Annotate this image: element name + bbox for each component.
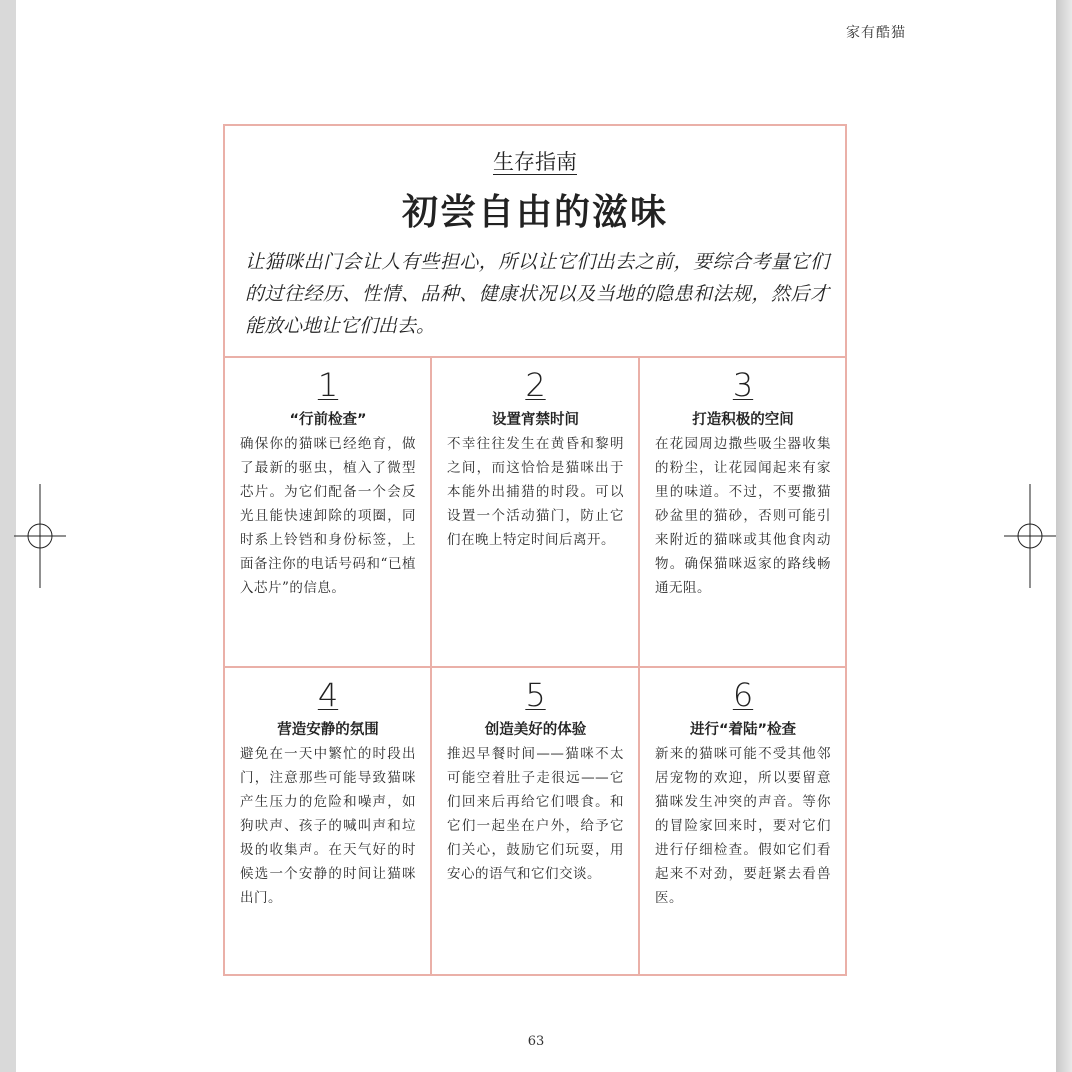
tip-body: 避免在一天中繁忙的时段出门，注意那些可能导致猫咪产生压力的危险和噪声，如狗吠声、孩子的喊叫声和垃圾的收集声。在天气好的时候选一个安静的时间让猫咪出门。 (240, 746, 416, 906)
page-edge-shadow (1056, 0, 1072, 1072)
tip-card (640, 358, 845, 668)
tip-number: 6 (732, 676, 754, 714)
right-registration-mark-icon (1004, 484, 1056, 588)
intro-paragraph: 让猫咪出门会让人有些担心，所以让它们出去之前，要综合考量它们的过往经历、性情、品种、健康状况以及当地的隐患和法规，然后才能放心地让它们出去。 (245, 251, 829, 337)
page-title: 初尝自由的滋味 (401, 191, 668, 233)
tip-title: 创造美好的体验 (484, 722, 587, 738)
tip-body: 新来的猫咪可能不受其他邻居宠物的欢迎，所以要留意猫咪发生冲突的声音。等你的冒险家回来时，要对它们进行仔细检查。假如它们看起来不对劲，要赶紧去看兽医。 (655, 746, 831, 906)
tip-card (225, 668, 432, 974)
tip-title: 营造安静的氛围 (277, 722, 379, 738)
tip-number: 5 (525, 676, 546, 714)
tip-title: 设置宵禁时间 (492, 412, 579, 428)
tip-title: “行前检查” (289, 412, 367, 428)
book-page (16, 0, 1056, 1072)
tip-title: 打造积极的空间 (692, 412, 794, 428)
survival-guide-box (223, 124, 847, 976)
tip-number: 1 (317, 366, 339, 404)
tip-number: 3 (732, 366, 754, 404)
guide-header (225, 126, 845, 358)
tip-card (432, 358, 640, 668)
tip-card (225, 358, 432, 668)
page-number: 63 (527, 1034, 545, 1049)
tip-number: 2 (525, 366, 546, 404)
tip-body: 在花园周边撒些吸尘器收集的粉尘，让花园闻起来有家里的味道。不过，不要撒猫砂盆里的猫砂，否则可能引来附近的猫咪或其他食肉动物。确保猫咪返家的路线畅通无阻。 (655, 436, 831, 596)
tip-card (432, 668, 640, 974)
tip-body: 确保你的猫咪已经绝育，做了最新的驱虫，植入了微型芯片。为它们配备一个会反光且能快速卸除的项圈，同时系上铃铛和身份标签，上面备注你的电话号码和“已植入芯片”的信息。 (240, 436, 416, 596)
running-head: 家有酷猫 (846, 25, 906, 41)
tip-title: 进行“着陆”检查 (689, 722, 797, 738)
left-registration-mark-icon (14, 484, 66, 588)
section-label: 生存指南 (493, 150, 577, 174)
tip-number: 4 (317, 676, 339, 714)
tip-body: 不幸往往发生在黄昏和黎明之间，而这恰恰是猫咪出于本能外出捕猎的时段。可以设置一个活动猫门，防止它们在晚上特定时间后离开。 (447, 436, 624, 548)
tip-body: 推迟早餐时间——猫咪不太可能空着肚子走很远——它们回来后再给它们喂食。和它们一起坐在户外，给予它们关心，鼓励它们玩耍，用安心的语气和它们交谈。 (447, 746, 624, 882)
tip-card (640, 668, 845, 974)
tips-grid (225, 358, 845, 974)
